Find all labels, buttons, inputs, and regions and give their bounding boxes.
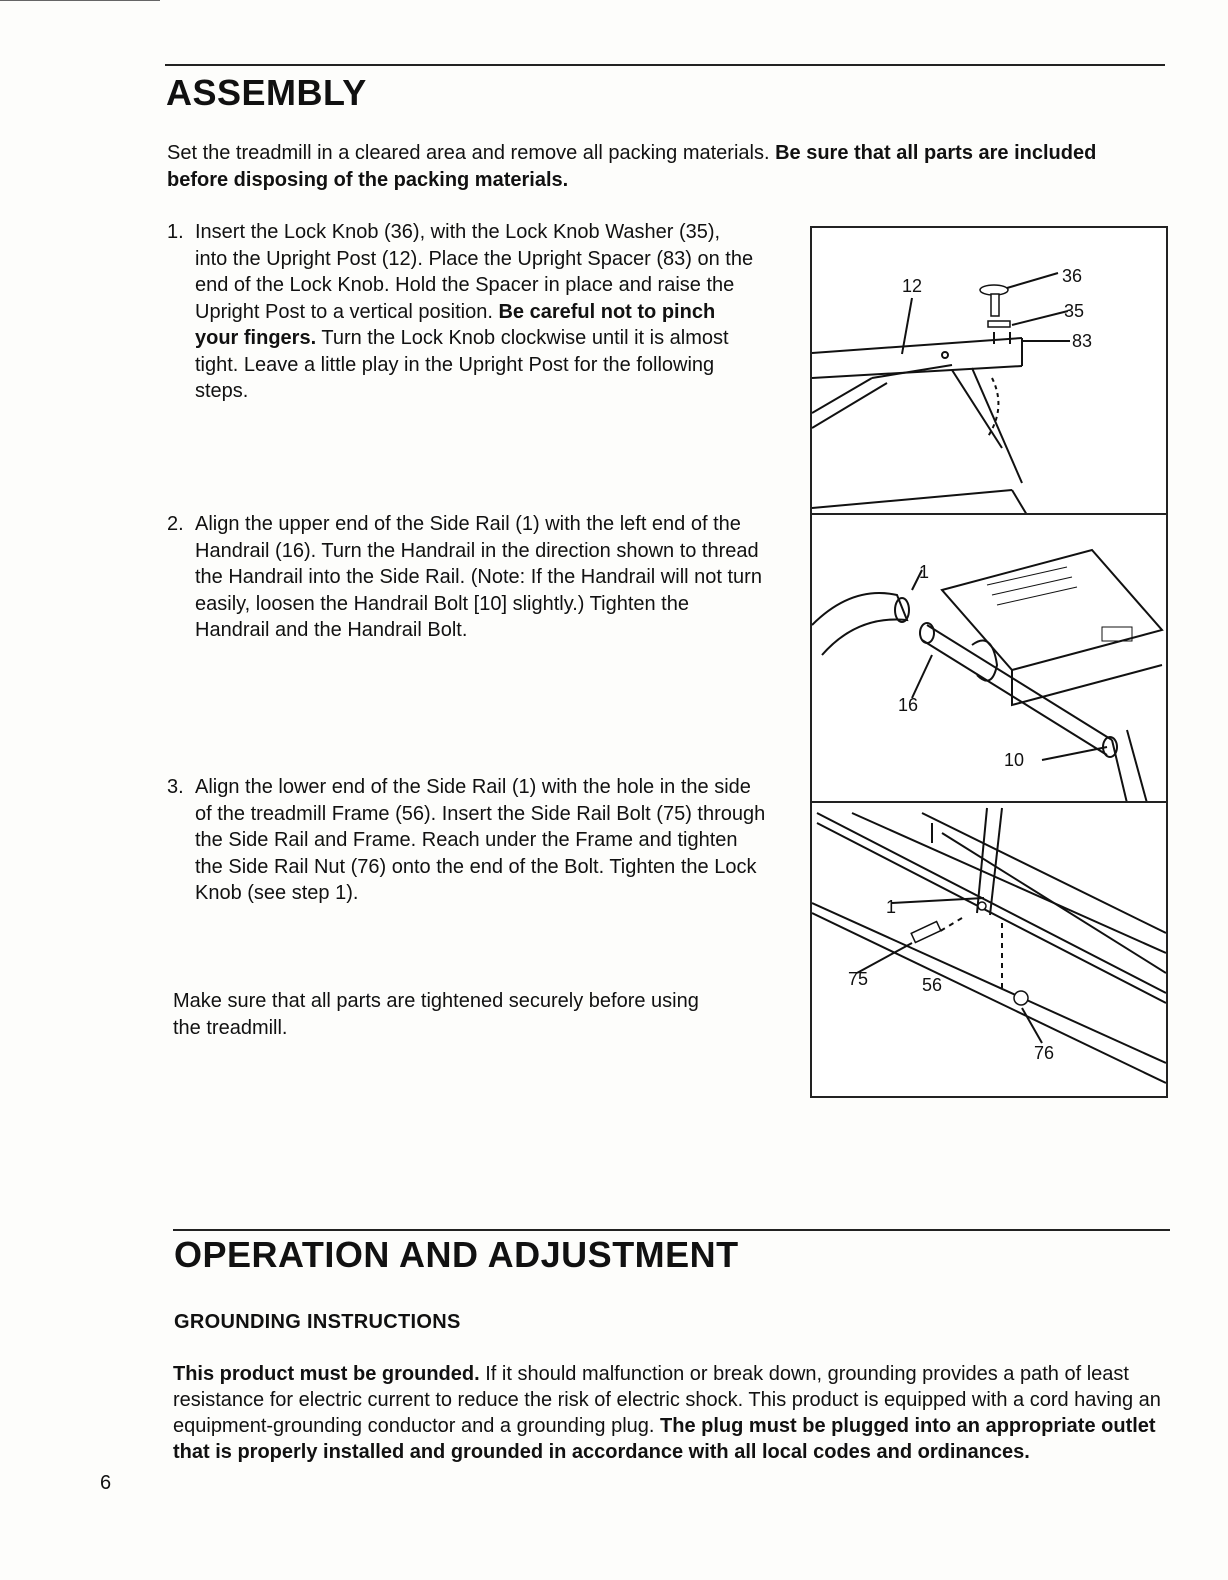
fig3-label-1: 1 [886,897,897,917]
grounding-subheading: GROUNDING INSTRUCTIONS [174,1311,461,1333]
operation-heading: OPERATION AND ADJUSTMENT [174,1234,739,1275]
fig2-label-16: 16 [898,695,919,715]
figure-2-handrail [810,513,1168,805]
step-number: 3. [167,776,184,798]
step-text [195,219,757,405]
fig1-label-12: 12 [902,276,923,296]
fig3-label-56: 56 [922,975,943,995]
step-number: 1. [167,221,184,243]
step-1-text-a: Insert the Lock Knob (36), with the Lock Knob Washer (35), into the Upright Post (12). Place the Upright Spacer (83) on the end of the Lock Knob. Hold the Spacer in place and raise the Upright Post to a vertical position. [195,221,754,323]
fig1-label-35: 35 [1064,301,1085,321]
page-number: 6 [100,1472,112,1494]
step-1-warning: Be careful not to pinch your fingers. [195,300,716,349]
closing-note: Make sure that all parts are tightened securely before using the treadmill. [173,990,699,1039]
figure-1-drawing [812,228,1166,515]
intro-bold: Be sure that all parts are included before disposing of the packing materials. [167,142,1097,191]
grounding-bold-b: The plug must be plugged into an appropriate outlet that is properly installed and grounded in accordance with all local codes and ordinances. [173,1415,1156,1463]
figure-2-drawing [812,515,1166,803]
step-number: 2. [167,513,184,535]
scan-edge-line [0,0,160,1]
fig1-label-83: 83 [1072,331,1093,351]
grounding-normal: If it should malfunction or break down, grounding provides a path of least resistance for electric current to reduce the risk of electric shock. This product is equipped with a cord having an equipment-grounding conductor and a grounding plug. [173,1363,1161,1437]
step-text: Align the upper end of the Side Rail (1) with the left end of the Handrail (16). Turn the Handrail in the direction shown to thread the Handrail into the Side Rail. (Note: If the Handrail will not turn easily, loosen the Handrail Bolt [10] slightly.) Tighten the Handrail and the Handrail Bolt. [195,513,762,641]
fig2-label-10: 10 [1004,750,1025,770]
intro-normal: Set the treadmill in a cleared area and remove all packing materials. [167,142,770,164]
fig3-label-75: 75 [848,969,869,989]
grounding-paragraph [173,1361,1183,1465]
figure-3-drawing [812,803,1166,1096]
assembly-rule [165,64,1165,66]
figure-3-side-rail [810,801,1168,1098]
fig3-label-76: 76 [1034,1043,1055,1063]
figure-1-upright-post [810,226,1168,517]
step-1-text-b: Turn the Lock Knob clockwise until it is almost tight. Leave a little play in the Upright Post for the following steps. [195,327,729,402]
step-text: Align the lower end of the Side Rail (1) with the hole in the side of the treadmill Frame (56). Insert the Side Rail Bolt (75) through the Side Rail and Frame. Reach under the Frame and tighten the Side Rail Nut (76) onto the end of the Bolt. Tighten the Lock Knob (see step 1). [195,776,766,904]
operation-rule [173,1229,1170,1231]
assembly-intro [167,140,1127,194]
grounding-bold-a: This product must be grounded. [173,1363,480,1385]
fig1-label-36: 36 [1062,266,1083,286]
fig2-label-1: 1 [919,562,930,582]
assembly-heading: ASSEMBLY [166,72,367,113]
